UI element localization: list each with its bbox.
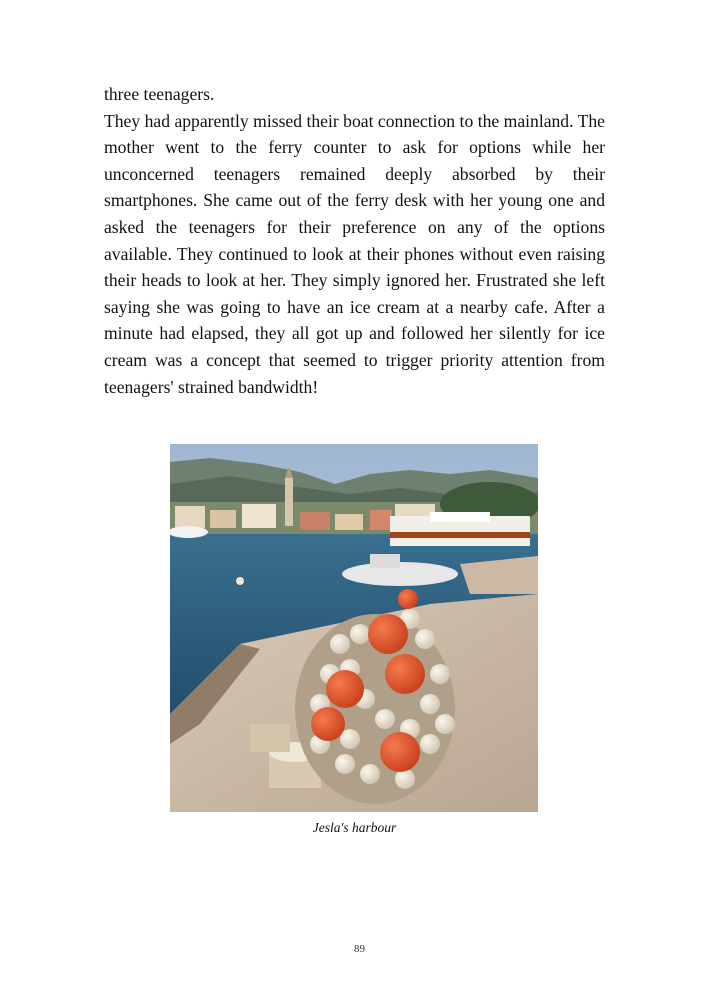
body-text <box>104 81 605 400</box>
paragraph-continuation: three teenagers. <box>104 84 215 104</box>
page-number: 89 <box>354 943 365 955</box>
harbour-photo <box>170 444 538 812</box>
paragraph-ferry-story: They had apparently missed their boat connection to the mainland. The mother went to the ferry counter to ask for options while her unconcerned teenagers remained deeply absorbed by their smartphones. She came out of the ferry desk with her young one and asked the teenagers for their preference on any of the options available. They continued to look at their phones without even raising their heads to look at her. They simply ignored her. Frustrated she left saying she was going to have an ice cream at a nearby cafe. After a minute had elapsed, they all got up and followed her silently for ice cream was a concept that seemed to trigger priority attention from teenagers' strained bandwidth! <box>104 110 605 397</box>
figure-caption: Jesla's harbour <box>312 820 397 835</box>
